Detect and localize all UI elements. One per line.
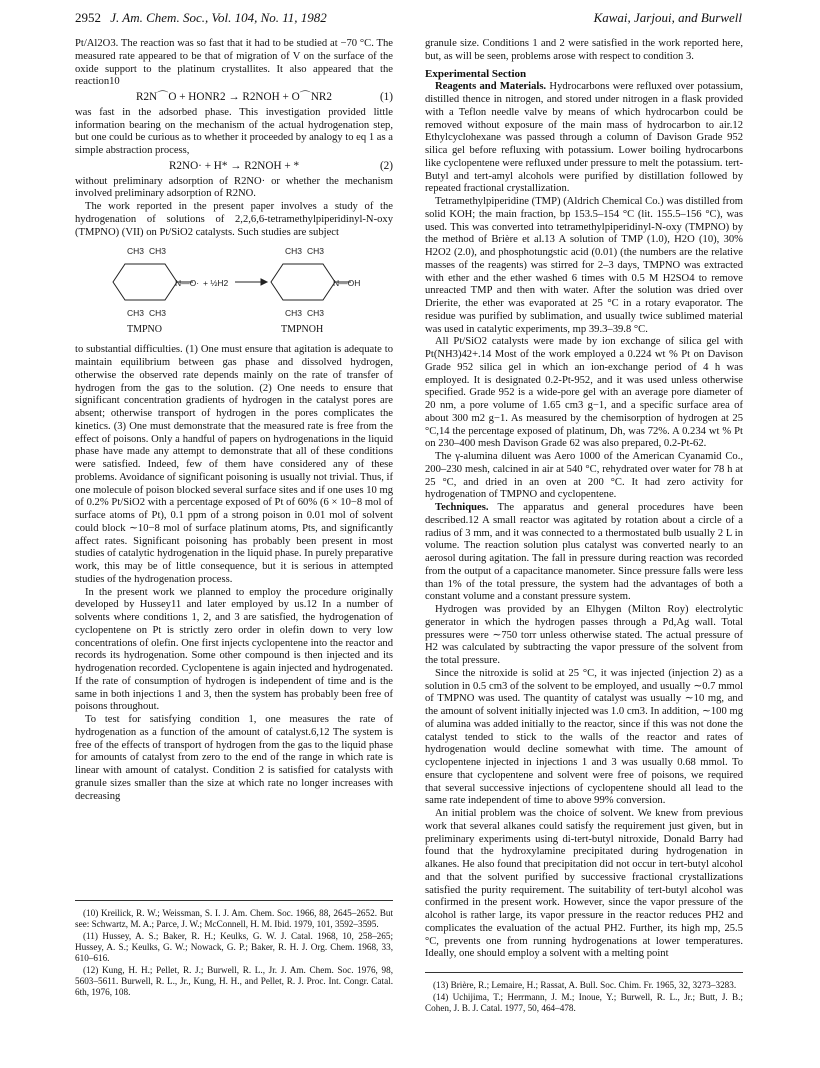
- paragraph-text: Hydrocarbons were refluxed over potassium, distilled thence in nitrogen, and stored under nitrogen in a flask provided with a Teflon needle valve by means of which hydrocarbon could be removed without exposure of the main mass of hydrocarbon to air.12 Ethylcyclohexane was passed through a column of Davison Grade 952 silica gel before refluxing with potassium. Lower boiling hydrocarbons like cyclopentene were refluxed under pressure to melt the potassium. tert-Butyl and tert-amyl alcohols were purified by distillation followed by repeated fractional crystallization.: [425, 81, 744, 195]
- equation-2: [75, 160, 393, 173]
- hydrogen-reagent: + ½H2: [203, 278, 229, 289]
- methyl-label: CH3: [285, 308, 303, 319]
- equation-1: [75, 91, 393, 104]
- methyl-label: CH3: [149, 308, 167, 319]
- equation-2-text: R2NO· + H* → R2NOH + *: [168, 159, 300, 172]
- footnote: (14) Uchijima, T.; Herrmann, J. M.; Inoue, Y.; Burwell, R. L., Jr.; Butt, J. B.; Cohen, J. B. J. Catal. 1977, 50, 464–478.: [425, 992, 743, 1013]
- running-authors: Kawai, Jarjoui, and Burwell: [593, 10, 742, 25]
- footnote-rule: [425, 972, 743, 973]
- nitroxide-group: N—O·: [175, 278, 200, 289]
- piperidine-ring-right: [271, 264, 335, 300]
- paragraph: granule size. Conditions 1 and 2 were satisfied in the work reported here, but, as will be seen, problems arose with respect to condition 3.: [425, 38, 743, 62]
- piperidine-ring-left: [113, 264, 177, 300]
- methyl-label: CH3: [307, 246, 325, 257]
- journal-citation: J. Am. Chem. Soc., Vol. 104, No. 11, 1982: [110, 10, 327, 25]
- methyl-label: CH3: [307, 308, 325, 319]
- paragraph: [425, 502, 743, 604]
- paragraph: [425, 81, 743, 196]
- reaction-scheme-structures: [75, 242, 393, 324]
- footnote: (11) Hussey, A. S.; Baker, R. H.; Keulks, G. W. J. Catal. 1968, 10, 258–265; Hussey, A. S.; Keulks, G. W.; Nowack, G. P.; Baker, R. H. J. Org. Chem. 1968, 33, 610–616.: [75, 931, 393, 963]
- methyl-label: CH3: [149, 246, 167, 257]
- paragraph: To test for satisfying condition 1, one measures the rate of hydrogenation as a function of the amount of catalyst.6,12 The system is free of the effects of transport of hydrogen from the gas to the liquid phase for amounts of catalyst from zero to the end of the range in which rate is linear with amount of catalyst. Condition 2 is satisfied for catalysts with granule sizes smaller than the size at which rate no longer increases with decreasing: [75, 714, 393, 802]
- section-heading: Experimental Section: [425, 67, 527, 80]
- methyl-label: CH3: [127, 308, 145, 319]
- paragraph: Hydrogen was provided by an Elhygen (Milton Roy) electrolytic generator in which the hydrogen passes through a Pd,Ag wall. Total pressures were ∼750 torr unless otherwise stated. The actual pressure of H2 was calculated by subtracting the vapor pressure of the solvent from the total pressure.: [425, 604, 743, 666]
- scheme-label-tmpnoh: TMPNOH: [281, 324, 324, 336]
- paragraph: Pt/Al2O3. The reaction was so fast that it had to be studied at −70 °C. The measured rate appeared to be that of migration of V on the surface of the oxide support to the platinum crystallites. It also appeared that the reaction10: [75, 38, 393, 88]
- paragraph: All Pt/SiO2 catalysts were made by ion exchange of silica gel with Pt(NH3)42+.14 Most of the work employed a 0.224 wt % Pt on Davison Grade 952 silica gel in which an ion-exchange period of 4 h was employed. It is designated 0.2-Pt-952, and it was used unless otherwise specified. Grade 952 is a wide-pore gel with an average pore diameter of 20 nm, a pore volume of 1.65 cm3 g−1, and a specific surface area of about 300 m2 g−1. As measured by the chemisorption of hydrogen at 25 °C,14 the percentage exposed of platinum, Dh, was 72%. A 0.234 wt % Pt on 230–400 mesh Davison Grade 62 was also prepared, 0.2-Pt-62.: [425, 336, 743, 450]
- footnote: (10) Kreilick, R. W.; Weissman, S. I. J. Am. Chem. Soc. 1966, 88, 2645–2652. But see: Schwartz, M. A.; Parce, J. W.; McConnell, H. M. Ibid. 1979, 101, 3592–3595.: [75, 908, 393, 929]
- paragraph: Tetramethylpiperidine (TMP) (Aldrich Chemical Co.) was distilled from solid KOH; the main fraction, bp 153.5–154 °C (lit. 155.5–156 °C), was used. This was converted into tetramethylpiperidinyl-N-oxy (TMPNO) by the method of Brière et al.13 A solution of TMP (1.0), H2O (10), 30% H2O2 (2.0), and phosphotungstic acid (0.01) (the numbers are the relative masses of the reagents) was stirred for 2–3 days, TMPNO was extracted with ether and the ether washed 6 times with 0.5 M H2SO4 to remove unreacted TMP and then with water. After the solution was dried over Drierite, the ether was evaporated at 25 °C in a rotary evaporator. The residue was purified by sublimation, and usually twice sublimed material was used in catalytic experiments, mp 39.3–39.8 °C.: [425, 196, 743, 335]
- paragraph: The work reported in the present paper involves a study of the hydrogenation of solutions of 2,2,6,6-tetramethylpiperidinyl-N-oxy (TMPNO) (VII) on Pt/SiO2 catalysts. Such studies are subject: [75, 201, 393, 238]
- equation-1-text: R2N⌒O + HONR2 → R2NOH + O⌒NR2: [136, 91, 332, 103]
- right-column: [425, 38, 743, 961]
- subheading: Techniques.: [435, 502, 489, 513]
- paragraph: The γ-alumina diluent was Aero 1000 of the American Cyanamid Co., 200–230 mesh, calcined in air at 540 °C, rehydrated over water for 78 h at 25 °C, and dried in an oven at 200 °C. It had zero activity for hydrogenation of TMPNO and cyclopentene.: [425, 451, 743, 501]
- reaction-scheme: [75, 242, 393, 342]
- paragraph: In the present work we planned to employ the procedure originally developed by Hussey11 and later employed by us.12 In a number of solvents where conditions 1, 2, and 3 are satisfied, the hydrogenation of cyclopentene on Pt is strictly zero order in olefin down to very low concentrations of olefin. One first injects cyclopentene into the reactor and records its hydrogenation. Some other compound is then injected and its hydrogenation recorded. Cyclopentene is again injected and hydrogenated. If the rate of consumption of hydrogen is independent of time and is the same in both injections 1 and 3, then the system has probably been free of poisons throughout.: [75, 586, 393, 713]
- equation-2-number: (2): [379, 159, 393, 172]
- footnote-rule: [75, 900, 393, 901]
- paragraph: An initial problem was the choice of solvent. We knew from previous work that several alkanes could satisfy the requirement just given, but in preliminary experiments using di-tert-butyl nitroxide, Donald Barry had found that the hydroxylamine precipitated during hydrogenation in alkanes. He also found that precipitation did not occur in tert-butyl alcohol and that the solvent purified by successive fractional crystallizations satisfied the purity requirement. The suitability of tert-butyl alcohol was confirmed in the present work. However, since the vapor pressure of the alcohol is rather large, its vapor pressure in the reactor reduces PH2 and complicates the evaluation of the actual PH2. Further, its high mp, 25.5 °C, prevents one from running hydrogenations at lower temperatures. Ideally, one should employ a solvent with a melting point: [425, 808, 743, 960]
- equation-1-number: (1): [379, 91, 393, 103]
- paragraph-text: The apparatus and general procedures have been described.12 A small reactor was agitated by rotation about a circle of a radius of 3 mm, and it was connected to a thermostated bulb usually 2 L in volume. The reaction solution plus catalyst was converted nearly to an aerosol during agitation. The fall in pressure during reaction was recorded from the output of a capacitance manometer. Since pressure falls were less than 1% of the total pressure, the system had the advantages of both a constant volume and a constant pressure system.: [425, 502, 743, 603]
- subheading: Reagents and Materials.: [435, 81, 547, 93]
- scheme-label-tmpno: TMPNO: [127, 324, 163, 336]
- footnotes-left: [75, 908, 393, 999]
- footnote: (12) Kung, H. H.; Pellet, R. J.; Burwell, R. L., Jr. J. Am. Chem. Soc. 1976, 98, 5603–5611. Burwell, R. L., Jr., Kung, H. H., and Pellet, R. J. Proc. Int. Congr. Catal. 6th, 1976, 108.: [75, 965, 393, 997]
- methyl-label: CH3: [285, 246, 303, 257]
- paragraph: without preliminary adsorption of R2NO· or whether the mechanism involved preliminary adsorption of R2NO.: [75, 175, 393, 200]
- methyl-label: CH3: [127, 246, 145, 257]
- paragraph: to substantial difficulties. (1) One must ensure that agitation is adequate to maintain equilibrium between gas phase and dissolved hydrogen, otherwise the observed rate depends mainly on the rate of transfer of hydrogen from the gas to the solution. (2) One needs to ensure that significant concentration gradients of hydrogen in the catalyst pores are absent; otherwise transport of hydrogen in the pores complicates the kinetics. (3) One must demonstrate that the measured rate is free from the effect of poisons. Only a handful of papers on hydrogenations in the liquid phase have made any attempt to demonstrate that all of these conditions were satisfied. Indeed, few of them have considered any of these problems. Avoidance of significant poisoning is usually not trivial. Thus, if one molecule of poison blocked several surface sites and if one uses 10 mg of 0.2% Pt/SiO2 with a percentage exposed of Pt of 60% (6 × 10−8 mol of surface atoms of Pt), 0.1 ppm of a strong poison in 0.01 mol of solvent could block ∼10−8 mol of surface platinum atoms, Pts, and significantly affect rates. Significant poisoning has probably been present in most studies of catalytic hydrogenation in the liquid phase. In purely preparative work, this may be of little consequence, but it is serious in attempted studies of the hydrogenation process.: [75, 344, 394, 585]
- hydroxylamine-group: N—OH: [333, 278, 361, 289]
- footnotes-right: [425, 980, 743, 1015]
- paragraph: was fast in the adsorbed phase. This investigation provided little information bearing on the mechanism of the actual hydrogenation step, but one could be curious as to whether it proceeded by analogy to eq 1 as a simple abstraction process,: [75, 106, 393, 156]
- page-header: [75, 10, 742, 30]
- left-column: [75, 38, 393, 803]
- paragraph: Since the nitroxide is solid at 25 °C, it was injected (injection 2) as a solution in 0.5 cm3 of the solvent to be employed, and usually ∼0.7 mmol of TMPNO was used. The quantity of catalyst was usually ∼10 mg, and the amount of solvent initially injected was 1.0 cm3. In addition, ∼100 mg of alumina was added initially to the reactor, since if this was not done the catalyst tended to stick to the walls of the reactor and rates of hydrogenation would decline somewhat with time. The amount of cyclopentene injected in injections 1 and 3 was usually 0.68 mmol. To ensure that cyclopentene and solvent were free of poisons, we required that several successive injections of cyclopentene should all lead to the same rate independent of time to above 99% conversion.: [425, 667, 743, 807]
- page-number: 2952: [75, 10, 101, 25]
- footnote: (13) Brière, R.; Lemaire, H.; Rassat, A. Bull. Soc. Chim. Fr. 1965, 32, 3273–3283.: [433, 980, 737, 990]
